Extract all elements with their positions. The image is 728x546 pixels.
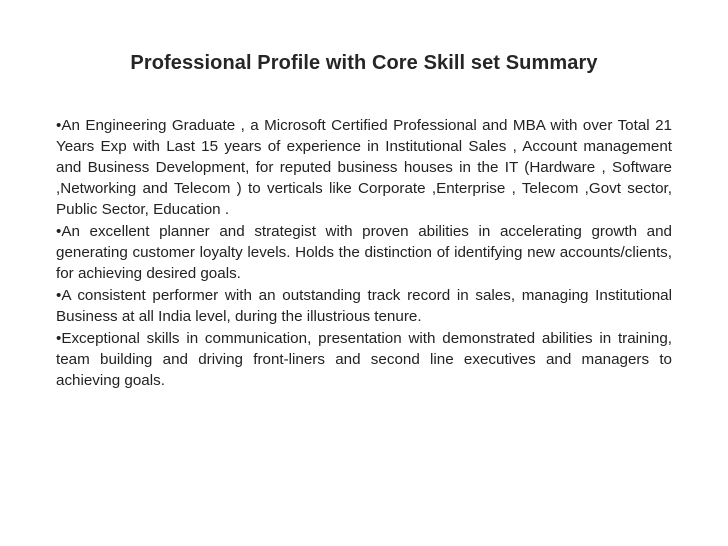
bullet-item-planner: •An excellent planner and strategist with proven abilities in accelerating growth and generating customer loyalty levels. Holds the distinction of identifying new accounts/clients, for achieving desired goals. (56, 223, 672, 282)
bullet-item-education: •An Engineering Graduate , a Microsoft Certified Professional and MBA with over Total 21 Years Exp with Last 15 years of experience in Institutional Sales , Account management and Business Development, for reputed business houses in the IT (Hardware , Software ,Networking and Telecom ) to verticals like Corporate ,Enterprise , Telecom ,Govt sector, Public Sector, Education . (56, 117, 672, 218)
bullet-item-performer: •A consistent performer with an outstanding track record in sales, managing Institutional Business at all India level, during the illustrious tenure. (56, 287, 672, 325)
slide-title: Professional Profile with Core Skill set Summary (130, 52, 598, 74)
bullet-list (56, 115, 672, 391)
bullet-item-skills: •Exceptional skills in communication, presentation with demonstrated abilities in training, team building and driving front-liners and second line executives and managers to achieving goals. (56, 330, 672, 389)
